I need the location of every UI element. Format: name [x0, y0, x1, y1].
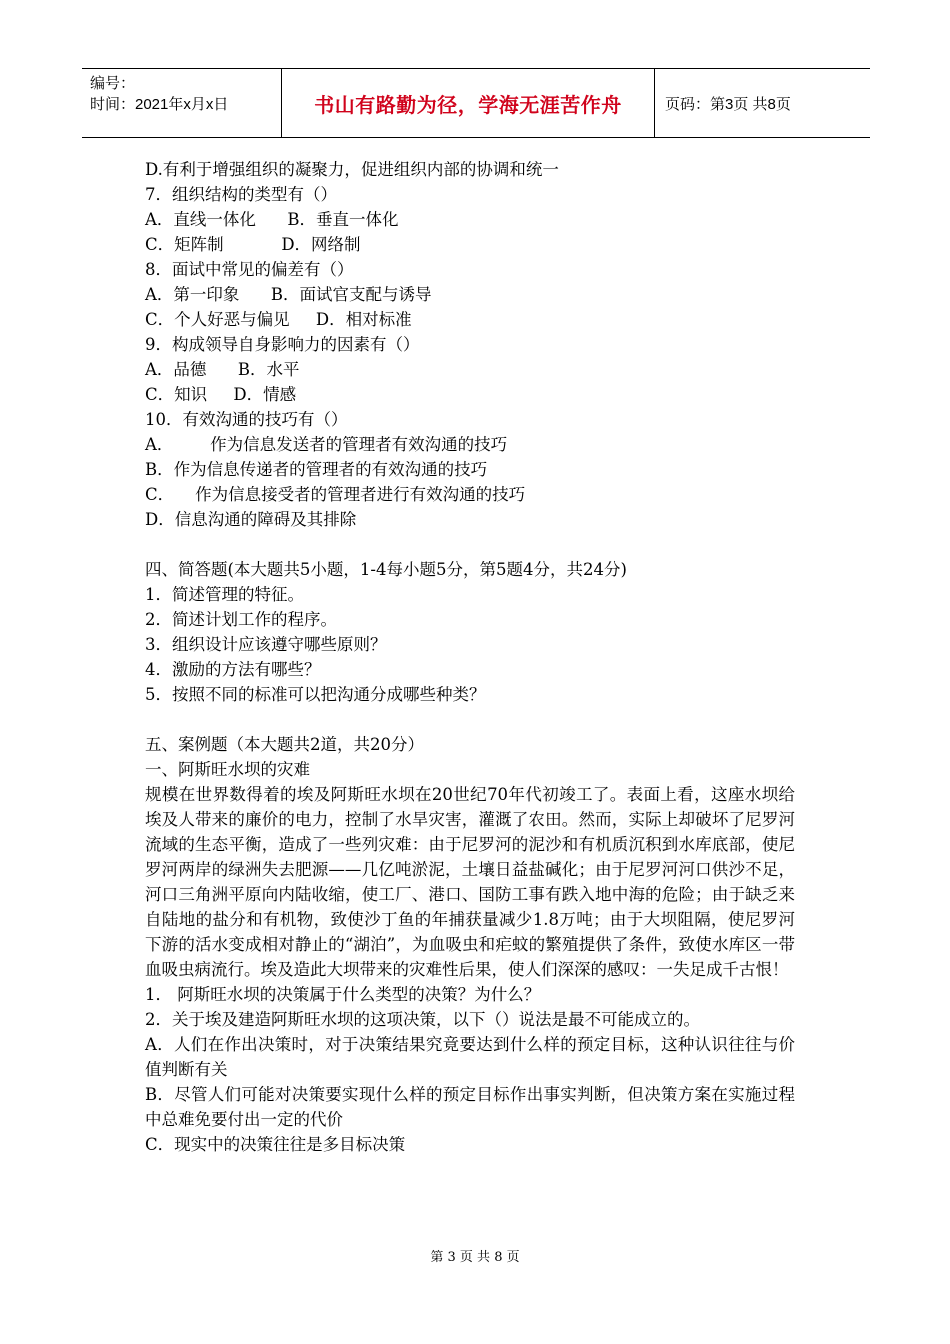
- question-line: A．人们在作出决策时，对于决策结果究竟要达到什么样的预定目标，这种认识往往与价值判断有关: [145, 1035, 795, 1079]
- text-line: 7．组织结构的类型有（）: [145, 185, 337, 204]
- header-meta: [82, 69, 282, 137]
- number-label: 编号：: [90, 75, 136, 92]
- text-line: D.有利于增强组织的凝聚力，促进组织内部的协调和统一: [145, 160, 559, 179]
- text-line: 3．组织设计应该遵守哪些原则？: [145, 635, 387, 654]
- text-line: 一、阿斯旺水坝的灾难: [145, 760, 310, 779]
- question-line: 1． 阿斯旺水坝的决策属于什么类型的决策？为什么？: [145, 985, 541, 1004]
- text-line: C． 作为信息接受者的管理者进行有效沟通的技巧: [145, 485, 526, 504]
- question-line: C．现实中的决策往往是多目标决策: [145, 1135, 406, 1154]
- blank-line: [145, 532, 795, 557]
- text-line: 10．有效沟通的技巧有（）: [145, 410, 348, 429]
- text-line: A．第一印象 B．面试官支配与诱导: [145, 285, 432, 304]
- blank-line: [145, 707, 795, 732]
- case-paragraph: 规模在世界数得着的埃及阿斯旺水坝在20世纪70年代初竣工了。表面上看，这座水坝给埃及人带来的廉价的电力，控制了水旱灾害，灌溉了农田。然而，实际上却破坏了尼罗河流域的生态平衡，造成了一些列灾难：由于尼罗河的泥沙和有机质沉积到水库底部，使尼罗河两岸的绿洲失去肥源——几亿吨淤泥，土壤日益盐碱化；由于尼罗河河口供沙不足，河口三角洲平原向内陆收缩，使工厂、港口、国防工事有跌入地中海的危险；由于缺乏来自陆地的盐分和有机物，致使沙丁鱼的年捕获量减少1.8万吨；由于大坝阻隔，使尼罗河下游的活水变成相对静止的“湖泊”，为血吸虫和疟蚊的繁殖提供了条件，致使水库区一带血吸虫病流行。埃及造此大坝带来的灾难性后果，使人们深深的感叹：一失足成千古恨！: [145, 785, 795, 979]
- text-line: A．品德 B．水平: [145, 360, 300, 379]
- header-page-label: 页码：第3页 共8页: [665, 95, 791, 113]
- page-footer: 第 3 页 共 8 页: [430, 1250, 520, 1265]
- question-line: 2．关于埃及建造阿斯旺水坝的这项决策，以下（）说法是最不可能成立的。: [145, 1010, 700, 1029]
- text-line: 8．面试中常见的偏差有（）: [145, 260, 354, 279]
- question-line: B．尽管人们可能对决策要实现什么样的预定目标作出事实判断，但决策方案在实施过程中总难免要付出一定的代价: [145, 1085, 795, 1129]
- document-body: [145, 157, 795, 1157]
- text-line: 2．简述计划工作的程序。: [145, 610, 337, 629]
- text-line: 五、案例题（本大题共2道，共20分）: [145, 735, 424, 754]
- text-line: C．个人好恶与偏见 D．相对标准: [145, 310, 412, 329]
- question-lines: [145, 157, 795, 782]
- header-motto: 书山有路勤为径，学海无涯苦作舟: [282, 69, 655, 137]
- text-line: A． 作为信息发送者的管理者有效沟通的技巧: [145, 435, 508, 454]
- page-header: [82, 68, 870, 138]
- text-line: D．信息沟通的障碍及其排除: [145, 510, 357, 529]
- text-line: B．作为信息传递者的管理者的有效沟通的技巧: [145, 460, 488, 479]
- text-line: 四、简答题(本大题共5小题，1-4每小题5分，第5题4分，共24分): [145, 560, 627, 579]
- text-line: A．直线一体化 B．垂直一体化: [145, 210, 399, 229]
- text-line: 4．激励的方法有哪些？: [145, 660, 321, 679]
- text-line: 9．构成领导自身影响力的因素有（）: [145, 335, 420, 354]
- case-questions: [145, 982, 795, 1157]
- time-label: 时间：2021年x月x日: [90, 96, 229, 113]
- text-line: 1．简述管理的特征。: [145, 585, 304, 604]
- text-line: C．矩阵制 D．网络制: [145, 235, 361, 254]
- text-line: C．知识 D．情感: [145, 385, 297, 404]
- text-line: 5．按照不同的标准可以把沟通分成哪些种类？: [145, 685, 486, 704]
